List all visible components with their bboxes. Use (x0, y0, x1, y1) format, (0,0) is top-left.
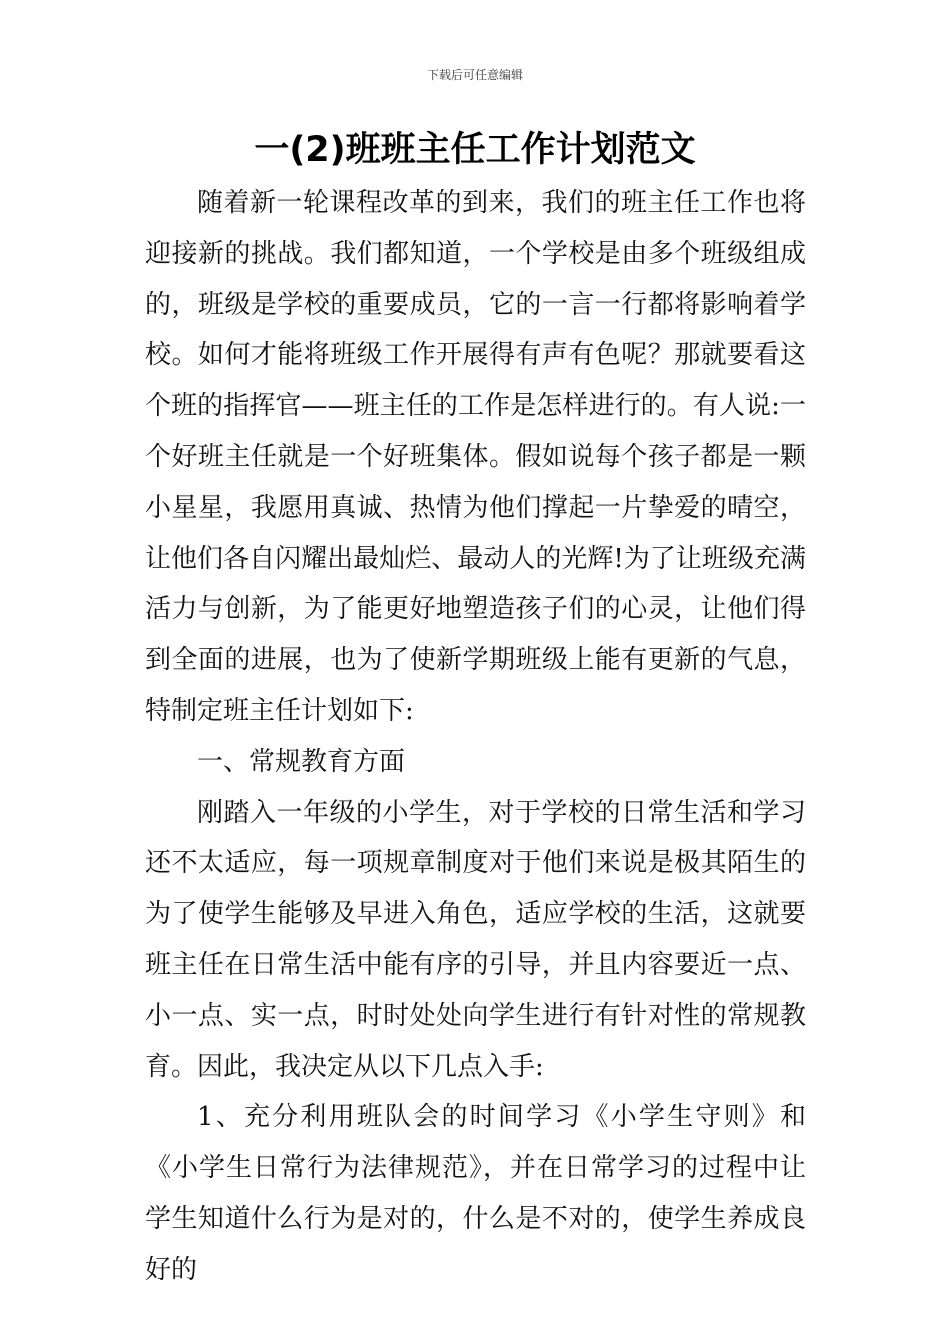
paragraph-item-1: 1、充分利用班队会的时间学习《小学生守则》和《小学生日常行为法律规范》，并在日常学习的过程中让学生知道什么行为是对的，什么是不对的，使学生养成良好的 (145, 1102, 806, 1285)
document-body (145, 178, 806, 1296)
document-title: 一(2)班班主任工作计划范文 (254, 130, 696, 170)
paragraph-intro: 随着新一轮课程改革的到来，我们的班主任工作也将迎接新的挑战。我们都知道，一个学校是由多个班级组成的，班级是学校的重要成员，它的一言一行都将影响着学校。如何才能将班级工作开展得有声有色呢？那就要看这个班的指挥官——班主任的工作是怎样进行的。有人说:一个好班主任就是一个好班集体。假如说每个孩子都是一颗小星星，我愿用真诚、热情为他们撑起一片挚爱的晴空，让他们各自闪耀出最灿烂、最动人的光辉!为了让班级充满活力与创新，为了能更好地塑造孩子们的心灵，让他们得到全面的进展，也为了使新学期班级上能有更新的气息，特制定班主任计划如下: (145, 188, 806, 726)
paragraph-routine-education: 刚踏入一年级的小学生，对于学校的日常生活和学习还不太适应，每一项规章制度对于他们来说是极其陌生的为了使学生能够及早进入角色，适应学校的生活，这就要班主任在日常生活中能有序的引导，并且内容要近一点、小一点、实一点，时时处处向学生进行有针对性的常规教育。因此，我决定从以下几点入手: (145, 797, 806, 1082)
section-heading-routine-education: 一、常规教育方面 (197, 746, 406, 777)
header-note: 下载后可任意编辑 (426, 68, 523, 82)
